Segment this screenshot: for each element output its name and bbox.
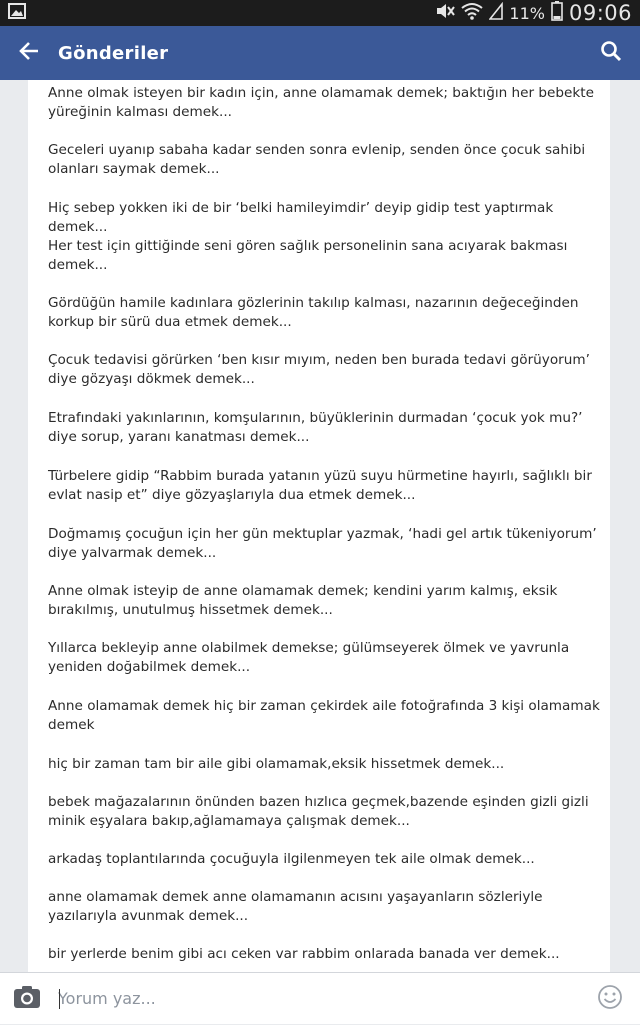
search-icon bbox=[600, 40, 622, 66]
emoji-button[interactable] bbox=[588, 973, 632, 1025]
comment-input[interactable] bbox=[52, 979, 588, 1019]
wifi-icon bbox=[461, 2, 483, 25]
gallery-icon bbox=[8, 3, 26, 23]
post-paragraph: Hiç sebep yokken iki de bir ‘belki hamileyimdir’ deyip gidip test yaptırmak demek... bbox=[48, 200, 554, 235]
status-bar bbox=[0, 0, 640, 26]
post-paragraph: Anne olmak isteyen bir kadın için, anne olamamak demek; baktığın her bebekte yüreğinin kalması demek... bbox=[48, 85, 594, 120]
search-button[interactable] bbox=[596, 38, 626, 68]
clock: 09:06 bbox=[568, 1, 632, 25]
post-paragraph: anne olamamak demek anne olamamanın acısını yaşayanların sözleriyle yazılarıyla avunmak demek... bbox=[48, 889, 543, 924]
battery-icon bbox=[551, 1, 563, 26]
camera-icon bbox=[13, 985, 41, 1013]
post-paragraph: Çocuk tedavisi görürken ‘ben kısır mıyım, neden ben burada tedavi görüyorum’ diye gözyaşı dökmek demek... bbox=[48, 352, 590, 387]
post-paragraph: hiç bir zaman tam bir aile gibi olamamak,eksik hissetmek demek... bbox=[48, 756, 505, 772]
battery-percentage: 11% bbox=[509, 3, 545, 23]
page-title: Gönderiler bbox=[58, 42, 169, 64]
post-paragraph: Yıllarca bekleyip anne olabilmek demekse; gülümseyerek ölmek ve yavrunla yeniden doğabilmek demek... bbox=[48, 640, 570, 675]
post-paragraph: Doğmamış çocuğun için her gün mektuplar yazmak, ‘hadi gel artık tükeniyorum’ diye yalvarmak demek... bbox=[48, 526, 597, 561]
comment-bar bbox=[0, 972, 640, 1024]
emoji-icon bbox=[597, 984, 623, 1014]
post-paragraph: Türbelere gidip “Rabbim burada yatanın yüzü suyu hürmetine hayırlı, sağlıklı bir evlat nasip et” diye gözyaşlarıyla dua etmek demek... bbox=[48, 468, 592, 503]
signal-icon bbox=[489, 2, 503, 25]
post-paragraph: Gördüğün hamile kadınlara gözlerinin takılıp kalması, nazarının değeceğinden korkup bir sürü dua etmek demek... bbox=[48, 295, 579, 330]
mute-icon bbox=[435, 2, 455, 25]
back-arrow-icon bbox=[19, 42, 39, 64]
text-cursor bbox=[59, 989, 60, 1009]
back-button[interactable] bbox=[0, 26, 58, 80]
post-paragraph: Etrafındaki yakınlarının, komşularının, büyüklerinin durmadan ‘çocuk yok mu?’ diye sorup, yaranı kanatması demek... bbox=[48, 410, 583, 445]
post-paragraph: Anne olmak isteyip de anne olamamak demek; kendini yarım kalmış, eksik bırakılmış, unutulmuş hissetmek demek... bbox=[48, 583, 558, 618]
post-content bbox=[28, 80, 610, 972]
camera-button[interactable] bbox=[2, 973, 52, 1025]
post-paragraph: arkadaş toplantılarında çocuğuyla ilgilenmeyen tek aile olmak demek... bbox=[48, 851, 535, 867]
post-paragraph: Anne olamamak demek hiç bir zaman çekirdek aile fotoğrafında 3 kişi olamamak demek bbox=[48, 698, 600, 733]
post-paragraph: Her test için gittiğinde seni gören sağlık personelinin sana acıyarak bakması demek... bbox=[48, 238, 568, 273]
app-bar bbox=[0, 26, 640, 80]
post-paragraph: Geceleri uyanıp sabaha kadar senden sonra evlenip, senden önce çocuk sahibi olanları saymak demek... bbox=[48, 142, 586, 177]
post-paragraph: bebek mağazalarının önünden bazen hızlıca geçmek,bazende eşinden gizli gizli minik eşyalara bakıp,ağlamamaya çalışmak demek... bbox=[48, 794, 589, 829]
post-paragraph: bir yerlerde benim gibi acı ceken var rabbim onlarada banada ver demek... bbox=[48, 946, 560, 962]
